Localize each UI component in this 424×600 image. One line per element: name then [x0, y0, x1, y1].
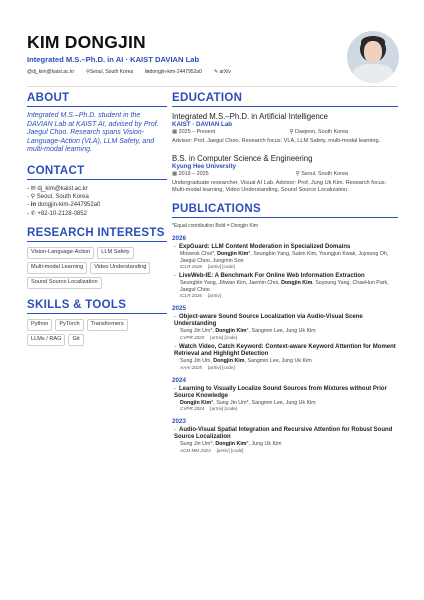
interest-tag: Sound Source Localization	[27, 277, 102, 289]
publication-links[interactable]: [arXiv] [code]	[216, 447, 244, 453]
contact-title: CONTACT	[27, 165, 167, 180]
education-location: ⚲ Seoul, South Korea	[295, 171, 348, 177]
contact-location: - ⚲ Seoul, South Korea	[27, 194, 89, 201]
skills-title: SKILLS & TOOLS	[27, 299, 167, 314]
publication-authors: Sung Jin Um*, Dongjin Kim*, Jung Uk Kim	[180, 441, 282, 448]
education-desc: Advisor: Prof. Jaegul Choo. Research focus: VLA, LLM Safety, multi-modal learning.	[172, 138, 381, 144]
education-title: EDUCATION	[172, 92, 398, 107]
degree: B.S. in Computer Science & Engineering	[172, 154, 313, 163]
publication-title[interactable]: - ExpGuard: LLM Content Moderation in Specialized Domains	[174, 244, 351, 250]
skill-tag: Transformers	[87, 319, 128, 331]
publication-venue: ACM MM 2023 [arXiv] [code]	[180, 447, 244, 453]
education-meta	[172, 129, 348, 136]
about-title: ABOUT	[27, 92, 167, 107]
publications-title: PUBLICATIONS	[172, 203, 398, 218]
header-email[interactable]: @dj_kim@kaist.ac.kr	[27, 69, 75, 75]
publication-title[interactable]: - Learning to Visually Localize Sound Sources from Mixtures without Prior Source Knowledge	[174, 385, 387, 399]
degree: Integrated M.S.–Ph.D. in Artificial Intelligence	[172, 112, 329, 121]
publication-authors: Seungbin Yang, Jihwan Kim, Jaemin Choi, Dongjin Kim, Soyoung Yang, ChaeHun Park, Jaegul Choo	[180, 280, 389, 293]
publication-title[interactable]: - Object-aware Sound Source Localization via Audio-Visual Scene Understanding	[174, 314, 363, 328]
pin-icon: ⚲	[289, 129, 295, 135]
linkedin-icon: in	[145, 69, 150, 75]
publication	[174, 386, 398, 413]
publication-links[interactable]: [arXiv] [code]	[207, 364, 235, 370]
institution: Kyung Hee University	[172, 163, 236, 170]
publication	[174, 273, 398, 299]
skills-tags	[27, 319, 167, 346]
interests-tags	[27, 247, 167, 289]
pub-year: 2026	[172, 235, 187, 242]
linkedin-icon: in	[30, 202, 37, 209]
pin-icon: ⚲	[30, 194, 36, 201]
left-column	[27, 92, 167, 346]
contact-email[interactable]: - ✉ dj_kim@kaist.ac.kr	[27, 185, 88, 192]
publication-title[interactable]: - Watch Video, Catch Keyword: Context-aware Keyword Attention for Moment Retrieval and Highlight Detection	[174, 343, 396, 357]
contact-phone[interactable]: - ✆ +82-10-2128-0852	[27, 210, 87, 217]
publication	[174, 344, 398, 371]
publication-venue: ICLR 2026 [arXiv] [code]	[180, 264, 235, 270]
pin-icon: ⚲	[86, 69, 90, 75]
contact-list	[27, 185, 167, 218]
education-entry	[172, 112, 398, 145]
publication-venue: CVPR 2025 [arXiv] [code]	[180, 334, 238, 340]
header-arxiv[interactable]: ✎ arXiv	[213, 69, 231, 75]
publication-links[interactable]: [arXiv] [code]	[210, 406, 238, 412]
header-contact-line	[27, 69, 327, 75]
skill-tag: Python	[27, 319, 52, 331]
header-divider	[27, 86, 397, 87]
publication-venue: CVPR 2024 [arXiv] [code]	[180, 406, 238, 412]
resume-header	[27, 32, 327, 75]
interest-tag: Video Understanding	[90, 262, 150, 274]
publication-authors: Sung Jin Um*, Dongjin Kim*, Sangmin Lee, Jung Uk Kim	[180, 328, 316, 335]
skill-tag: Git	[68, 334, 83, 346]
interest-tag: LLM Safety	[97, 247, 133, 259]
education-meta	[172, 171, 348, 178]
header-location: ⚲Seoul, South Korea	[86, 69, 134, 75]
right-column	[172, 92, 398, 457]
full-name: KIM DONGJIN	[27, 32, 146, 52]
publication	[174, 244, 398, 270]
publication-venue: ICLR 2026 [arXiv]	[180, 293, 221, 299]
position-subtitle: Integrated M.S.–Ph.D. in AI · KAIST DAVIAN Lab	[27, 55, 200, 64]
pub-year: 2023	[172, 418, 187, 426]
contact-linkedin[interactable]: - in dongjin-kim-2447952a0	[27, 202, 101, 209]
skill-tag: PyTorch	[55, 319, 83, 331]
institution: KAIST · DAVIAN Lab	[172, 121, 233, 128]
pin-icon: ⚲	[295, 171, 302, 177]
publication-title[interactable]: - Audio-Visual Spatial Integration and Recursive Attention for Robust Sound Source Localization	[174, 427, 393, 441]
publication	[174, 427, 398, 454]
mail-icon: ✉	[30, 185, 36, 192]
education-desc: Undergraduate researcher, Visual AI Lab. Advisor: Prof. Jung Uk Kim. Research focus: Multi-modal learning, Video Understanding, Sound Source Localization.	[172, 180, 387, 193]
interests-title: RESEARCH INTERESTS	[27, 227, 167, 242]
calendar-icon: ▦	[172, 129, 179, 135]
education-entry	[172, 154, 398, 194]
education-location: ⚲ Daejeon, South Korea	[289, 129, 348, 135]
arxiv-icon: ✎	[213, 69, 220, 75]
publication-venue: AAAI 2025 [arXiv] [code]	[180, 364, 235, 370]
avatar	[347, 31, 399, 83]
about-text: Integrated M.S.–Ph.D. student in the DAVIAN Lab at KAIST AI, advised by Prof. Jaegul Choo. Research spans Vision-Language-Action (VLA), LLM Safety, and multi-modal learning.	[27, 112, 159, 154]
publication-authors: Sung Jin Um, Dongjin Kim, Sangmin Lee, Jung Uk Kim	[180, 357, 312, 364]
education-dates: ▦ 2025 – Present	[172, 129, 216, 135]
phone-icon: ✆	[30, 210, 36, 217]
publication-links[interactable]: [arXiv] [code]	[207, 264, 235, 270]
calendar-icon: ▦	[172, 171, 179, 177]
publication	[174, 314, 398, 341]
publication-links[interactable]: [arXiv] [code]	[210, 334, 238, 340]
education-dates: ▦ 2019 – 2025	[172, 171, 209, 177]
publications-legend: *Equal contribution Bold = Dongjin Kim	[172, 223, 259, 229]
publication-links[interactable]: [arXiv]	[207, 293, 221, 299]
pub-year: 2024	[172, 376, 187, 384]
interest-tag: Vision-Language-Action	[27, 247, 94, 259]
skill-tag: LLMs / RAG	[27, 334, 65, 346]
publication-title[interactable]: - LiveWeb-IE: A Benchmark For Online Web Information Extraction	[174, 273, 365, 280]
pub-year: 2025	[172, 305, 187, 313]
publication-authors: Dongjin Kim*, Sung Jin Um*, Sangmin Lee, Jung Uk Kim	[180, 399, 316, 406]
publication-authors: Minseok Choi*, Dongjin Kim*, Seungbin Yang, Subin Kim, Youngjun Kwak, Juyoung Oh, Jaegul Choo, Jungmin Son	[180, 251, 389, 264]
header-linkedin[interactable]: indongjin-kim-2447952a0	[145, 69, 202, 75]
interest-tag: Multi-modal Learning	[27, 262, 87, 274]
